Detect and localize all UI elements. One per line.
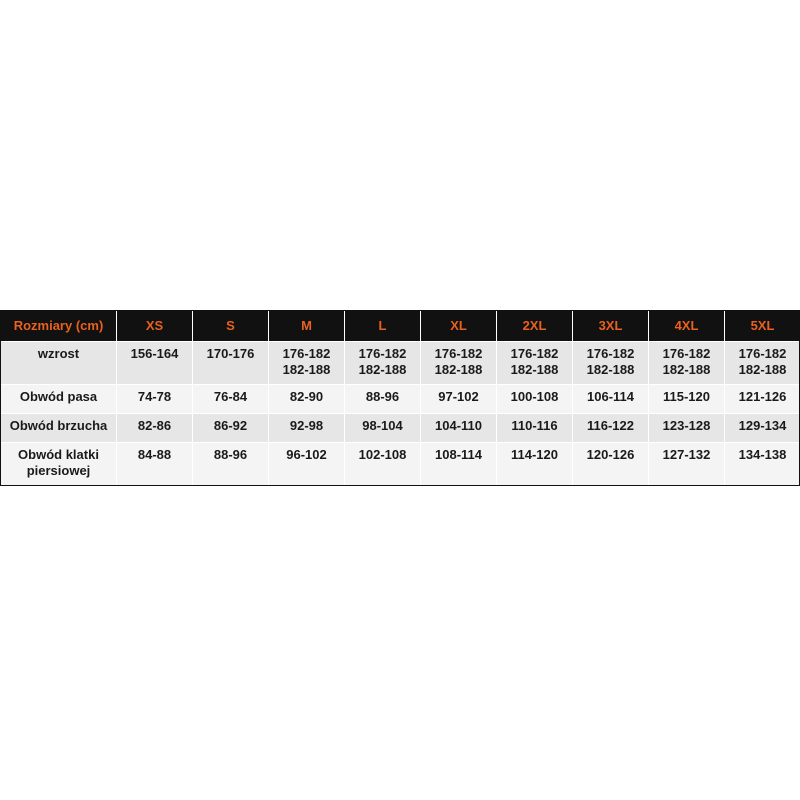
size-header-5xl: 5XL (725, 311, 800, 342)
header-row (1, 311, 800, 342)
table-cell (421, 342, 497, 385)
table-row-chest (1, 443, 800, 486)
table-cell: 129-134 (725, 414, 800, 443)
cell-line: 176-182 (358, 346, 407, 361)
row-label-chest-line: piersiowej (26, 463, 91, 478)
table-cell: 106-114 (573, 385, 649, 414)
table-row-height (1, 342, 800, 385)
cell-line: 176-182 (586, 346, 635, 361)
table-cell: 123-128 (649, 414, 725, 443)
cell-line: 176-182 (510, 346, 559, 361)
table-cell: 114-120 (497, 443, 573, 486)
table-cell (725, 342, 800, 385)
table-cell: 102-108 (345, 443, 421, 486)
table-cell: 97-102 (421, 385, 497, 414)
table-cell: 116-122 (573, 414, 649, 443)
table-cell: 92-98 (269, 414, 345, 443)
table-cell: 98-104 (345, 414, 421, 443)
size-header-s: S (193, 311, 269, 342)
table-cell: 115-120 (649, 385, 725, 414)
cell-line: 182-188 (358, 362, 407, 377)
size-header-4xl: 4XL (649, 311, 725, 342)
cell-line: 182-188 (738, 362, 787, 377)
table-row-belly (1, 414, 800, 443)
cell-line: 182-188 (434, 362, 483, 377)
table-cell: 88-96 (193, 443, 269, 486)
table-row-waist (1, 385, 800, 414)
size-header-2xl: 2XL (497, 311, 573, 342)
table-cell: 100-108 (497, 385, 573, 414)
table-cell: 104-110 (421, 414, 497, 443)
cell-line: 182-188 (586, 362, 635, 377)
row-label-height: wzrost (1, 342, 117, 385)
size-header-xs: XS (117, 311, 193, 342)
size-chart-table (0, 310, 800, 486)
row-label-chest (1, 443, 117, 486)
table-cell: 121-126 (725, 385, 800, 414)
table-cell: 82-86 (117, 414, 193, 443)
size-header-xl: XL (421, 311, 497, 342)
table-cell: 86-92 (193, 414, 269, 443)
cell-line: 156-164 (130, 346, 179, 361)
cell-line: 182-188 (510, 362, 559, 377)
table-cell: 96-102 (269, 443, 345, 486)
table-cell (117, 342, 193, 385)
table-cell: 108-114 (421, 443, 497, 486)
table-cell: 76-84 (193, 385, 269, 414)
table-cell (497, 342, 573, 385)
table-cell: 88-96 (345, 385, 421, 414)
table-cell: 110-116 (497, 414, 573, 443)
cell-line: 176-182 (434, 346, 483, 361)
table-cell (269, 342, 345, 385)
table-cell: 82-90 (269, 385, 345, 414)
row-label-belly: Obwód brzucha (1, 414, 117, 443)
table-cell (649, 342, 725, 385)
table-cell: 84-88 (117, 443, 193, 486)
table-cell (345, 342, 421, 385)
table-cell: 120-126 (573, 443, 649, 486)
header-label-cell: Rozmiary (cm) (1, 311, 117, 342)
table-cell (573, 342, 649, 385)
size-header-l: L (345, 311, 421, 342)
cell-line: 170-176 (206, 346, 255, 361)
cell-line: 176-182 (662, 346, 711, 361)
cell-line: 176-182 (282, 346, 331, 361)
table-cell (193, 342, 269, 385)
row-label-waist: Obwód pasa (1, 385, 117, 414)
size-header-m: M (269, 311, 345, 342)
cell-line: 176-182 (738, 346, 787, 361)
table-cell: 74-78 (117, 385, 193, 414)
row-label-chest-line: Obwód klatki (18, 447, 99, 462)
size-header-3xl: 3XL (573, 311, 649, 342)
table-cell: 127-132 (649, 443, 725, 486)
cell-line: 182-188 (282, 362, 331, 377)
cell-line: 182-188 (662, 362, 711, 377)
table-cell: 134-138 (725, 443, 800, 486)
